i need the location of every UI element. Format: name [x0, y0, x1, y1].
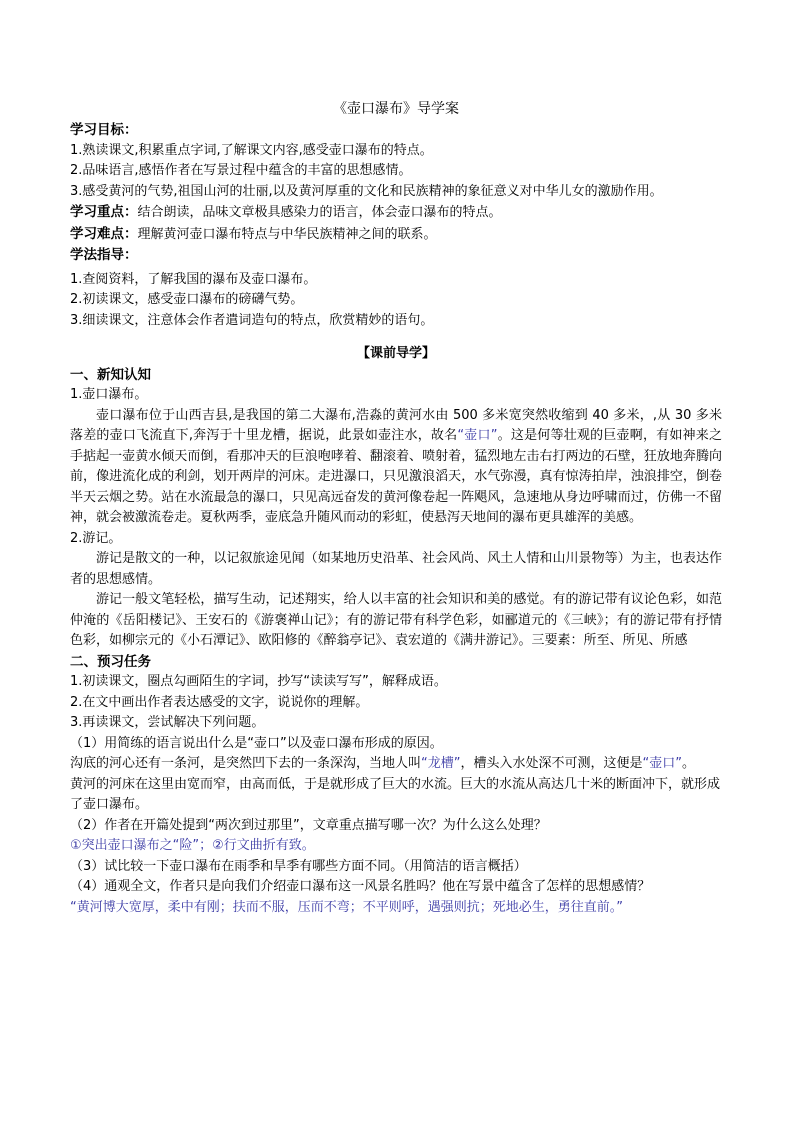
question-2: （2）作者在开篇处提到“两次到过那里”，文章重点描写哪一次？为什么这么处理？	[70, 817, 547, 833]
answer-1-paragraph-2: 黄河的河床在这里由宽而窄，由高而低，于是就形成了巨大的水流。巨大的水流从高达几十米的断面冲下，就形成了壶口瀑布。	[70, 776, 721, 812]
document-page	[70, 98, 722, 918]
part2-heading: 二、预习任务	[70, 653, 151, 670]
answer-1-text-a: 沟底的河心还有一条河，是突然凹下去的一条深沟，当地人叫	[70, 756, 422, 771]
objective-item-1: 1.熟读课文,积累重点字词,了解课文内容,感受壶口瀑布的特点。	[70, 142, 433, 158]
document-title: 《壶口瀑布》导学案	[333, 101, 459, 117]
question-1: （1）用简练的语言说出什么是“壶口”以及壶口瀑布形成的原因。	[70, 735, 443, 751]
method-item-1: 1.查阅资料，了解我国的瀑布及壶口瀑布。	[70, 271, 317, 287]
key-point	[70, 202, 722, 224]
part1-item2-title: 2.游记。	[70, 530, 122, 546]
hukou-intro-paragraph	[70, 406, 722, 529]
answer-1-highlight-a: “龙槽”	[421, 756, 461, 771]
difficult-point-label: 学习难点：	[70, 225, 138, 242]
hukou-intro-text-a: 壶口瀑布位于山西吉县,是我国的第二大瀑布,浩淼的黄河水由 500 多米宽突然收缩到 40 多米，,从 30 多米落差的壶口飞流直下,奔泻于十里龙槽，据说，此景如壶注水，故名	[70, 407, 722, 443]
part1-item1-title: 1.壶口瀑布。	[70, 387, 148, 402]
answer-1-text-b: ，槽头入水处深不可测，这便是	[460, 756, 643, 771]
answer-1-highlight-b: “壶口”	[642, 756, 682, 771]
hukou-intro-text-b: 。这是何等壮观的巨壶啊，有如神来之手掂起一壶黄水倾天而倒，看那冲天的巨浪咆哮着、翻滚着、喷射着，猛烈地左击右打两边的石壁，狂放地奔腾向前，像进流化成的利剑，划开两岸的河床。走进瀑口，只见激浪滔天，水气弥漫，真有惊涛拍岸，浊浪排空，倒卷半天云烟之势。站在水流最急的瀑口，只见高远奋发的黄河像卷起一阵飓风，急速地从身边呼啸而过，仿佛一不留神，就会被激流卷走。夏秋两季，壶底急升随风而动的彩虹，使悬泻天地间的瀑布更具雄浑的美感。	[70, 428, 722, 525]
objectives-heading: 学习目标：	[70, 122, 138, 138]
difficult-point-text: 理解黄河壶口瀑布特点与中华民族精神之间的联系。	[137, 226, 437, 242]
answer-2: ①突出壶口瀑布之“险”；②行文曲折有致。	[70, 838, 315, 853]
travelogue-paragraph-1: 游记是散文的一种，以记叙旅途见闻（如某地历史沿革、社会风尚、风土人情和山川景物等）为主，也表达作者的思想感情。	[70, 551, 722, 587]
objective-item-3: 3.感受黄河的气势,祖国山河的壮丽,以及黄河厚重的文化和民族精神的象征意义对中华儿女的激励作用。	[70, 183, 663, 199]
travelogue-paragraph-2: 游记一般文笔轻松，描写生动，记述翔实，给人以丰富的社会知识和美的感觉。有的游记带有议论色彩，如范仲淹的《岳阳楼记》、王安石的《游褒禅山记》；有的游记带有科学色彩，如郦道元的《三峡》；有的游记带有抒情色彩，如柳宗元的《小石潭记》、欧阳修的《醉翁亭记》、袁宏道的《满井游记》。三要素：所至、所见、所感	[70, 592, 722, 648]
task-item-1: 1.初读课文，圈点勾画陌生的字词，抄写“读读写写”，解释成语。	[70, 674, 447, 689]
question-4: （4）通观全文，作者只是向我们介绍壶口瀑布这一风景名胜吗？他在写景中蕴含了怎样的思想感情？	[70, 879, 651, 894]
question-3: （3）试比较一下壶口瀑布在雨季和旱季有哪些方面不同。（用简洁的语言概括）	[70, 858, 527, 874]
key-point-label: 学习重点：	[70, 204, 138, 220]
section-title: 【课前导学】	[356, 346, 435, 361]
answer-1-text-c: 。	[682, 756, 696, 771]
method-item-3: 3.细读课文，注意体会作者遣词造句的特点，欣赏精妙的语句。	[70, 312, 434, 328]
part1-heading: 一、新知认知	[70, 366, 151, 383]
objective-item-2: 2.品味语言,感悟作者在写景过程中蕴含的丰富的思想感情。	[70, 163, 412, 178]
method-item-2: 2.初读课文，感受壶口瀑布的磅礴气势。	[70, 292, 304, 307]
answer-1-paragraph	[70, 754, 722, 775]
methods-heading: 学法指导：	[70, 247, 138, 263]
key-point-text: 结合朗读，品味文章极具感染力的语言，体会壶口瀑布的特点。	[137, 205, 502, 220]
answer-4: “黄河博大宽厚，柔中有刚；扶而不服，压而不弯；不平则呼，遇强则抗；死地必生，勇往直前。”	[70, 899, 623, 915]
task-item-2: 2.在文中画出作者表达感受的文字，说说你的理解。	[70, 694, 369, 710]
hukou-quote: “壶口”	[457, 428, 498, 443]
task-item-3: 3.再读课文，尝试解决下列问题。	[70, 715, 265, 730]
difficult-point	[70, 224, 722, 246]
